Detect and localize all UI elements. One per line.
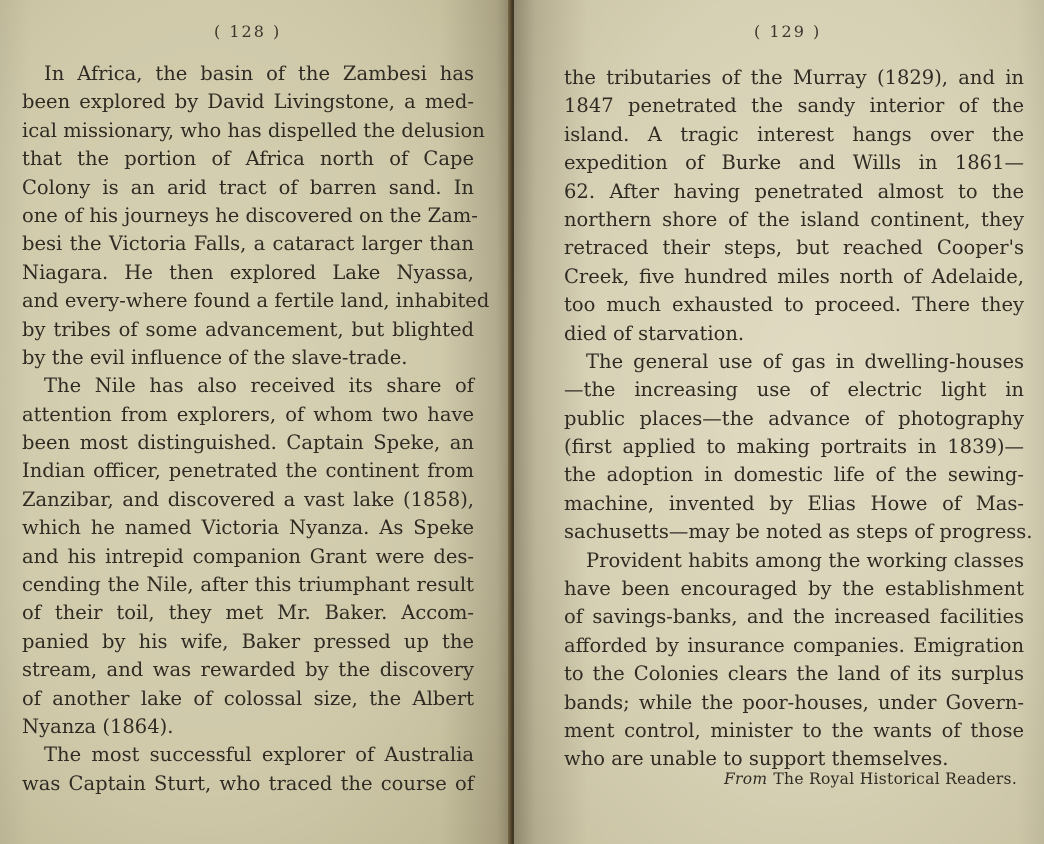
text-line: the adoption in domestic life of the sewing- [564,463,1024,487]
text-line: Nyanza (1864). [22,714,174,738]
text-line: Indian officer, penetrated the continent from [22,459,474,483]
left-page-text [22,60,490,798]
text-line: attention from explorers, of whom two have [22,402,474,426]
text-line: stream, and was rewarded by the discovery [22,658,474,682]
page-number-right: ( 129 ) [754,22,822,41]
text-line: been most distinguished. Captain Speke, an [22,431,474,455]
text-line: northern shore of the island continent, they [564,207,1024,231]
text-line: sachusetts—may be noted as steps of progress. [564,520,1033,544]
text-line: afforded by insurance companies. Emigration [564,633,1024,657]
text-line: and every-where found a fertile land, inhabited [22,289,490,313]
text-line: public places—the advance of photography [564,406,1024,430]
page-number-left: ( 128 ) [214,22,282,41]
text-line: one of his journeys he discovered on the Zam- [22,203,478,227]
text-line: 62. After having penetrated almost to the [564,179,1024,203]
text-line: have been encouraged by the establishment [564,577,1024,601]
text-line: besi the Victoria Falls, a cataract larger than [22,232,474,256]
left-page [0,0,512,844]
text-line: —the increasing use of electric light in [564,378,1024,402]
text-line: ment control, minister to the wants of those [564,718,1024,742]
text-line: the tributaries of the Murray (1829), and in [564,66,1024,89]
text-line: was Captain Sturt, who traced the course of [22,771,474,795]
text-line: bands; while the poor-houses, under Govern- [564,690,1024,714]
source-title: The Royal Historical Readers. [773,770,1018,788]
text-line: Creek, five hundred miles north of Adelaide, [564,264,1024,288]
text-line: and his intrepid companion Grant were des- [22,544,474,568]
text-line: The most successful explorer of Australia [44,743,474,767]
source-attribution [724,770,1017,788]
text-line: expedition of Burke and Wills in 1861— [564,151,1024,175]
text-line: by the evil influence of the slave-trade. [22,345,408,369]
text-line: too much exhausted to proceed. There they [564,293,1024,317]
text-line: machine, invented by Elias Howe of Mas- [564,491,1024,515]
text-line: cending the Nile, after this triumphant result [22,573,474,597]
source-from: From [724,770,768,788]
text-line: which he named Victoria Nyanza. As Speke [22,516,474,540]
text-line: Colony is an arid tract of barren sand. In [22,175,474,199]
text-line: of their toil, they met Mr. Baker. Accom- [22,601,474,625]
text-line: ical missionary, who has dispelled the delusion [22,118,485,142]
text-line: retraced their steps, but reached Cooper's [564,236,1024,260]
text-line: Zanzibar, and discovered a vast lake (1858), [22,487,474,511]
text-line: of another lake of colossal size, the Albert [22,686,474,710]
text-line: died of starvation. [564,321,745,345]
text-line: (first applied to making portraits in 1839)— [564,435,1024,459]
right-page [514,0,1044,844]
text-line: by tribes of some advancement, but blighted [22,317,474,341]
text-line: Provident habits among the working classes [586,548,1024,572]
right-page-text [564,64,1033,774]
text-line: island. A tragic interest hangs over the [564,122,1024,146]
text-line: The general use of gas in dwelling-houses [586,349,1024,373]
text-line: panied by his wife, Baker pressed up the [22,629,474,653]
text-line: to the Colonies clears the land of its surplus [564,662,1024,686]
text-line: 1847 penetrated the sandy interior of the [564,94,1024,118]
text-line: who are unable to support themselves. [564,747,949,771]
text-line: Niagara. He then explored Lake Nyassa, [22,260,474,284]
text-line: been explored by David Livingstone, a med- [22,90,474,114]
text-line: that the portion of Africa north of Cape [22,147,474,171]
text-line: In Africa, the basin of the Zambesi has [44,62,474,85]
text-line: of savings-banks, and the increased facilities [564,605,1024,629]
text-line: The Nile has also received its share of [44,374,474,398]
